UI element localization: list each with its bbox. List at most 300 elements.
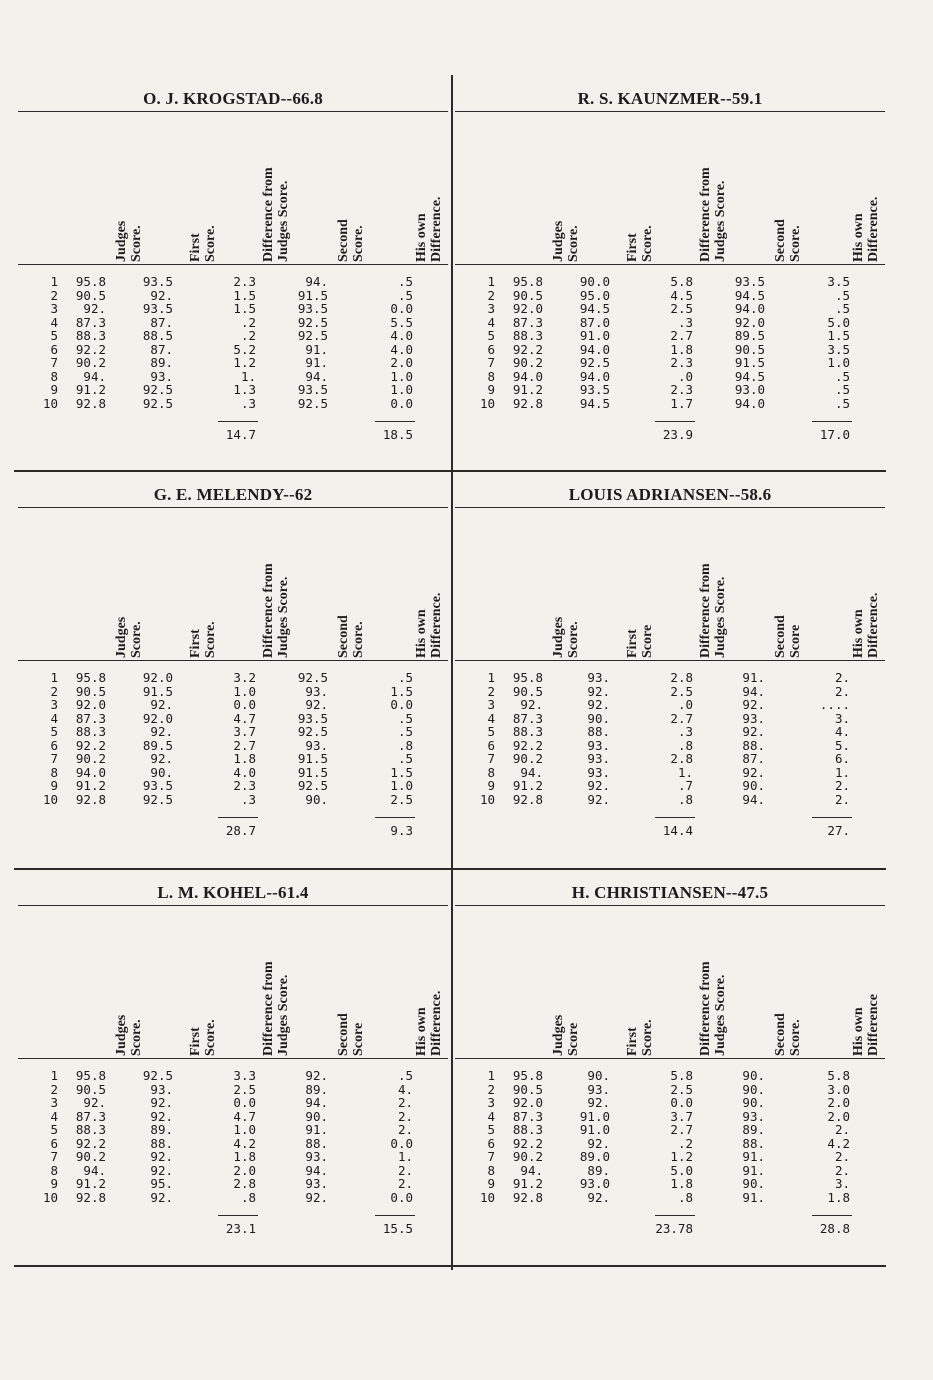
column-header: Difference from Judges Score. bbox=[698, 167, 728, 262]
row-index: 2 bbox=[50, 683, 58, 699]
score-cell: .5 bbox=[397, 287, 413, 303]
total-own-difference: 28.8 bbox=[819, 1221, 850, 1236]
score-cell: 92.8 bbox=[512, 1189, 543, 1205]
score-cell: 88. bbox=[150, 1135, 173, 1151]
score-cell: 3.7 bbox=[233, 724, 256, 739]
score-cell: 92.2 bbox=[75, 1135, 106, 1151]
score-cell: 2. bbox=[834, 778, 850, 793]
score-cell: 91.2 bbox=[512, 1176, 543, 1191]
score-cell: 2.8 bbox=[670, 751, 693, 766]
score-cell: 2. bbox=[397, 1122, 413, 1137]
row-index: 5 bbox=[50, 1122, 58, 1137]
row-index: 2 bbox=[487, 1081, 495, 1097]
score-cell: 5.2 bbox=[233, 341, 256, 357]
score-cell: 93.5 bbox=[579, 382, 610, 397]
score-cell: 93. bbox=[305, 683, 328, 699]
row-index: 10 bbox=[479, 1189, 495, 1205]
score-cell: 93. bbox=[305, 1176, 328, 1191]
score-cell: 92. bbox=[150, 1108, 173, 1124]
score-cell: 91.5 bbox=[142, 683, 173, 699]
score-panel bbox=[18, 869, 448, 1264]
panel-title: R. S. KAUNZMER--59.1 bbox=[577, 89, 763, 108]
row-index: 7 bbox=[487, 1149, 495, 1164]
score-cell: 2.0 bbox=[827, 1095, 850, 1110]
row-index: 9 bbox=[487, 1176, 495, 1191]
row-index: 6 bbox=[487, 341, 495, 357]
row-divider-3 bbox=[14, 1265, 886, 1267]
score-cell: 89. bbox=[305, 1081, 328, 1097]
score-cell: 89. bbox=[150, 355, 173, 370]
panel-title: H. CHRISTIANSEN--47.5 bbox=[571, 883, 769, 902]
row-index: 5 bbox=[487, 724, 495, 739]
score-cell: 2.7 bbox=[670, 1122, 693, 1137]
column-header: Difference from Judges Score. bbox=[698, 961, 728, 1056]
score-cell: 95.8 bbox=[75, 670, 106, 685]
row-index: 5 bbox=[487, 1122, 495, 1137]
score-cell: 93.0 bbox=[734, 382, 765, 397]
score-cell: 92. bbox=[587, 683, 610, 699]
row-index: 8 bbox=[50, 1162, 58, 1178]
score-cell: 2.5 bbox=[233, 1081, 256, 1097]
score-cell: 4.0 bbox=[390, 328, 413, 343]
row-index: 8 bbox=[487, 1162, 495, 1178]
title-rule bbox=[455, 507, 885, 508]
score-cell: .5 bbox=[834, 368, 850, 384]
score-cell: 92.0 bbox=[142, 710, 173, 726]
score-cell: 92. bbox=[587, 1189, 610, 1205]
score-cell: 2. bbox=[834, 1122, 850, 1137]
score-cell: 0.0 bbox=[390, 395, 413, 411]
column-header: His own Difference. bbox=[414, 990, 444, 1056]
score-cell: 88.3 bbox=[75, 1122, 106, 1137]
score-cell: 92. bbox=[83, 1095, 106, 1110]
score-cell: 92.5 bbox=[297, 778, 328, 793]
score-cell: 93. bbox=[305, 1149, 328, 1164]
score-cell: 92.5 bbox=[142, 1068, 173, 1083]
score-cell: 90.5 bbox=[734, 341, 765, 357]
score-cell: 3. bbox=[834, 1176, 850, 1191]
row-index: 4 bbox=[487, 710, 495, 726]
score-cell: 5.5 bbox=[390, 314, 413, 330]
score-cell: .5 bbox=[397, 274, 413, 289]
total-difference: 14.4 bbox=[662, 823, 693, 838]
score-cell: .2 bbox=[677, 1135, 693, 1151]
score-cell: 92. bbox=[150, 1162, 173, 1178]
total-difference: 23.1 bbox=[225, 1221, 256, 1236]
score-cell: 90.5 bbox=[512, 287, 543, 303]
score-cell: 0.0 bbox=[390, 697, 413, 712]
row-index: 8 bbox=[50, 764, 58, 780]
score-cell: 94. bbox=[305, 274, 328, 289]
score-cell: 5.0 bbox=[827, 314, 850, 330]
sum-rule bbox=[655, 421, 695, 422]
sum-rule bbox=[218, 421, 258, 422]
score-cell: .8 bbox=[240, 1189, 256, 1205]
score-cell: 2.5 bbox=[670, 683, 693, 699]
score-cell: 91.5 bbox=[734, 355, 765, 370]
score-cell: 1.8 bbox=[670, 341, 693, 357]
score-cell: 1.7 bbox=[670, 395, 693, 411]
column-header: First Score. bbox=[625, 1019, 655, 1056]
score-cell: 91.2 bbox=[75, 382, 106, 397]
total-difference: 28.7 bbox=[225, 823, 256, 838]
score-cell: 92. bbox=[520, 697, 543, 712]
score-cell: 2.8 bbox=[233, 1176, 256, 1191]
sum-rule bbox=[655, 817, 695, 818]
column-header: Judges Score. bbox=[551, 616, 581, 658]
score-cell: 91.2 bbox=[512, 778, 543, 793]
score-cell: 0.0 bbox=[390, 301, 413, 316]
score-cell: 92.0 bbox=[142, 670, 173, 685]
score-cell: 94.0 bbox=[579, 368, 610, 384]
score-cell: 2.3 bbox=[670, 382, 693, 397]
row-index: 1 bbox=[50, 274, 58, 289]
score-cell: 94. bbox=[305, 1095, 328, 1110]
score-cell: 92.5 bbox=[297, 328, 328, 343]
column-header: Second Score bbox=[336, 1013, 366, 1056]
score-cell: 91.2 bbox=[75, 778, 106, 793]
score-cell: 1.8 bbox=[670, 1176, 693, 1191]
score-cell: 90.5 bbox=[75, 287, 106, 303]
header-rule bbox=[18, 264, 448, 265]
column-header: Second Score. bbox=[336, 219, 366, 262]
score-cell: 1.0 bbox=[390, 778, 413, 793]
score-cell: 0.0 bbox=[670, 1095, 693, 1110]
row-index: 1 bbox=[50, 1068, 58, 1083]
score-cell: 87. bbox=[150, 314, 173, 330]
score-cell: 87.3 bbox=[75, 1108, 106, 1124]
score-cell: 3.2 bbox=[233, 670, 256, 685]
score-cell: 94.5 bbox=[579, 301, 610, 316]
column-header: His own Difference. bbox=[851, 592, 881, 658]
row-index: 2 bbox=[50, 1081, 58, 1097]
score-cell: 93. bbox=[150, 1081, 173, 1097]
score-cell: 92. bbox=[587, 1135, 610, 1151]
score-cell: 88.3 bbox=[512, 1122, 543, 1137]
score-cell: 88. bbox=[742, 1135, 765, 1151]
score-cell: 2.5 bbox=[670, 1081, 693, 1097]
score-cell: 90.2 bbox=[75, 1149, 106, 1164]
score-cell: 3.7 bbox=[670, 1108, 693, 1124]
score-cell: 91. bbox=[305, 341, 328, 357]
header-rule bbox=[455, 1058, 885, 1059]
score-cell: 92. bbox=[587, 697, 610, 712]
score-cell: .3 bbox=[677, 314, 693, 330]
score-cell: 92. bbox=[150, 1149, 173, 1164]
score-cell: 0.0 bbox=[233, 1095, 256, 1110]
header-rule bbox=[18, 660, 448, 661]
sum-rule bbox=[812, 1215, 852, 1216]
score-cell: 91. bbox=[742, 670, 765, 685]
total-own-difference: 18.5 bbox=[382, 427, 413, 442]
score-cell: 92.0 bbox=[512, 301, 543, 316]
score-cell: 1.2 bbox=[670, 1149, 693, 1164]
column-header: Judges Score bbox=[551, 1014, 581, 1056]
column-header: Difference from Judges Score. bbox=[698, 563, 728, 658]
score-cell: 93.0 bbox=[579, 1176, 610, 1191]
score-cell: .... bbox=[819, 697, 850, 712]
row-index: 9 bbox=[487, 778, 495, 793]
score-cell: 94. bbox=[83, 368, 106, 384]
score-cell: .2 bbox=[240, 314, 256, 330]
score-cell: 92. bbox=[587, 778, 610, 793]
score-cell: 2.3 bbox=[233, 274, 256, 289]
score-cell: 94.5 bbox=[579, 395, 610, 411]
header-rule bbox=[18, 1058, 448, 1059]
score-cell: 4.7 bbox=[233, 710, 256, 726]
score-cell: 88.3 bbox=[75, 328, 106, 343]
score-cell: .8 bbox=[677, 737, 693, 753]
row-index: 3 bbox=[50, 301, 58, 316]
score-cell: 1. bbox=[834, 764, 850, 780]
score-cell: 92. bbox=[83, 301, 106, 316]
row-index: 10 bbox=[479, 395, 495, 411]
score-cell: .5 bbox=[834, 382, 850, 397]
score-cell: 1.0 bbox=[233, 1122, 256, 1137]
header-rule bbox=[455, 660, 885, 661]
score-cell: 5.0 bbox=[670, 1162, 693, 1178]
score-cell: 93. bbox=[587, 751, 610, 766]
row-index: 8 bbox=[487, 368, 495, 384]
score-cell: 91.5 bbox=[297, 764, 328, 780]
row-index: 6 bbox=[50, 737, 58, 753]
score-cell: 91. bbox=[742, 1162, 765, 1178]
score-cell: 94.0 bbox=[734, 301, 765, 316]
column-header: Difference from Judges Score. bbox=[261, 961, 291, 1056]
row-index: 6 bbox=[487, 737, 495, 753]
score-cell: 2.5 bbox=[390, 791, 413, 807]
score-cell: 93. bbox=[587, 1081, 610, 1097]
row-index: 10 bbox=[479, 791, 495, 807]
row-index: 1 bbox=[487, 1068, 495, 1083]
score-cell: 92. bbox=[742, 764, 765, 780]
score-cell: 92. bbox=[150, 1189, 173, 1205]
score-cell: 92.2 bbox=[75, 737, 106, 753]
score-cell: 92. bbox=[150, 1095, 173, 1110]
score-cell: 91. bbox=[305, 1122, 328, 1137]
score-cell: .2 bbox=[240, 328, 256, 343]
score-cell: 87. bbox=[150, 341, 173, 357]
score-cell: 4.0 bbox=[233, 764, 256, 780]
row-index: 7 bbox=[487, 355, 495, 370]
total-difference: 23.78 bbox=[655, 1221, 693, 1236]
score-cell: .5 bbox=[397, 751, 413, 766]
score-cell: 93. bbox=[587, 764, 610, 780]
score-cell: 92.5 bbox=[142, 791, 173, 807]
score-cell: 5.8 bbox=[827, 1068, 850, 1083]
column-header: Judges Score. bbox=[114, 616, 144, 658]
score-cell: 6. bbox=[834, 751, 850, 766]
score-cell: 5. bbox=[834, 737, 850, 753]
score-cell: .5 bbox=[397, 670, 413, 685]
row-index: 2 bbox=[487, 683, 495, 699]
score-cell: 89. bbox=[587, 1162, 610, 1178]
score-cell: .5 bbox=[834, 287, 850, 303]
score-cell: 90. bbox=[742, 1176, 765, 1191]
score-cell: 89. bbox=[742, 1122, 765, 1137]
score-cell: 95.8 bbox=[512, 274, 543, 289]
row-index: 3 bbox=[487, 1095, 495, 1110]
score-cell: 90.0 bbox=[579, 274, 610, 289]
score-cell: 91.2 bbox=[512, 382, 543, 397]
score-cell: 92. bbox=[305, 1068, 328, 1083]
score-cell: 1.3 bbox=[233, 382, 256, 397]
row-index: 10 bbox=[42, 1189, 58, 1205]
row-index: 3 bbox=[487, 697, 495, 712]
score-cell: 90. bbox=[742, 1081, 765, 1097]
score-cell: 94.0 bbox=[579, 341, 610, 357]
score-cell: 87.3 bbox=[75, 710, 106, 726]
score-cell: 94. bbox=[83, 1162, 106, 1178]
score-cell: 90. bbox=[742, 778, 765, 793]
column-header: His own Difference. bbox=[414, 592, 444, 658]
score-cell: 92.2 bbox=[512, 341, 543, 357]
score-cell: 94. bbox=[520, 1162, 543, 1178]
score-cell: 92. bbox=[150, 697, 173, 712]
panel-title: O. J. KROGSTAD--66.8 bbox=[143, 89, 323, 108]
score-cell: 3.3 bbox=[233, 1068, 256, 1083]
score-cell: 95.0 bbox=[579, 287, 610, 303]
row-index: 8 bbox=[50, 368, 58, 384]
row-index: 3 bbox=[50, 697, 58, 712]
row-index: 6 bbox=[50, 1135, 58, 1151]
row-index: 7 bbox=[487, 751, 495, 766]
score-cell: 2. bbox=[834, 1149, 850, 1164]
total-own-difference: 9.3 bbox=[390, 823, 413, 838]
row-index: 5 bbox=[487, 328, 495, 343]
row-index: 3 bbox=[487, 301, 495, 316]
row-index: 9 bbox=[50, 778, 58, 793]
score-cell: 91.0 bbox=[579, 1108, 610, 1124]
score-cell: 0.0 bbox=[390, 1189, 413, 1205]
score-cell: 92.0 bbox=[734, 314, 765, 330]
row-index: 3 bbox=[50, 1095, 58, 1110]
score-panel bbox=[455, 471, 885, 866]
score-cell: 5.8 bbox=[670, 1068, 693, 1083]
score-cell: 94. bbox=[742, 791, 765, 807]
score-cell: 93. bbox=[742, 710, 765, 726]
sum-rule bbox=[812, 421, 852, 422]
title-rule bbox=[455, 111, 885, 112]
score-cell: 2.3 bbox=[233, 778, 256, 793]
score-cell: 92.0 bbox=[75, 697, 106, 712]
row-index: 5 bbox=[50, 328, 58, 343]
row-index: 9 bbox=[50, 1176, 58, 1191]
score-cell: 88.3 bbox=[75, 724, 106, 739]
column-header: Second Score. bbox=[773, 219, 803, 262]
score-cell: .8 bbox=[677, 1189, 693, 1205]
score-cell: 87.3 bbox=[512, 710, 543, 726]
score-cell: 94.5 bbox=[734, 368, 765, 384]
score-cell: .3 bbox=[240, 791, 256, 807]
score-cell: 92.8 bbox=[75, 1189, 106, 1205]
score-cell: 0.0 bbox=[390, 1135, 413, 1151]
score-cell: 90.2 bbox=[75, 751, 106, 766]
score-cell: 93.5 bbox=[297, 382, 328, 397]
column-header: Judges Score. bbox=[114, 1014, 144, 1056]
score-cell: 2. bbox=[397, 1162, 413, 1178]
score-cell: 92.2 bbox=[512, 737, 543, 753]
score-cell: 88.3 bbox=[512, 724, 543, 739]
score-cell: 92.5 bbox=[142, 395, 173, 411]
total-own-difference: 27. bbox=[827, 823, 850, 838]
score-cell: 90.2 bbox=[512, 355, 543, 370]
score-cell: 95.8 bbox=[75, 1068, 106, 1083]
title-rule bbox=[455, 905, 885, 906]
score-cell: 2.3 bbox=[670, 355, 693, 370]
score-cell: 92.5 bbox=[297, 724, 328, 739]
row-index: 4 bbox=[50, 314, 58, 330]
score-cell: 92. bbox=[587, 1095, 610, 1110]
score-cell: 89.5 bbox=[734, 328, 765, 343]
column-header: Difference from Judges Score. bbox=[261, 563, 291, 658]
column-header: First Score. bbox=[188, 1019, 218, 1056]
score-cell: 92.8 bbox=[75, 791, 106, 807]
score-cell: 4.7 bbox=[233, 1108, 256, 1124]
score-cell: 94. bbox=[305, 368, 328, 384]
score-cell: 92. bbox=[305, 697, 328, 712]
score-cell: 92. bbox=[742, 697, 765, 712]
score-cell: 90.5 bbox=[512, 1081, 543, 1097]
score-cell: 94. bbox=[742, 683, 765, 699]
sum-rule bbox=[375, 1215, 415, 1216]
score-cell: 4.2 bbox=[827, 1135, 850, 1151]
score-cell: 90.5 bbox=[512, 683, 543, 699]
column-header: Judges Score. bbox=[114, 220, 144, 262]
score-cell: 89.0 bbox=[579, 1149, 610, 1164]
score-cell: 93. bbox=[742, 1108, 765, 1124]
score-cell: 1.5 bbox=[233, 301, 256, 316]
score-cell: 93.5 bbox=[297, 710, 328, 726]
score-cell: 95.8 bbox=[512, 670, 543, 685]
score-panel bbox=[18, 471, 448, 866]
center-divider bbox=[451, 75, 453, 1270]
score-cell: 2.7 bbox=[670, 710, 693, 726]
score-cell: 92.2 bbox=[75, 341, 106, 357]
score-cell: 90.2 bbox=[75, 355, 106, 370]
score-cell: 1.0 bbox=[390, 368, 413, 384]
score-cell: 92.0 bbox=[512, 1095, 543, 1110]
title-rule bbox=[18, 111, 448, 112]
score-cell: 93.5 bbox=[142, 301, 173, 316]
score-cell: 90. bbox=[587, 710, 610, 726]
row-index: 6 bbox=[487, 1135, 495, 1151]
score-cell: 91. bbox=[742, 1149, 765, 1164]
score-cell: 1.8 bbox=[233, 1149, 256, 1164]
score-cell: 90. bbox=[742, 1068, 765, 1083]
score-cell: 93.5 bbox=[142, 274, 173, 289]
score-cell: 92. bbox=[305, 1189, 328, 1205]
row-index: 2 bbox=[50, 287, 58, 303]
score-cell: 4. bbox=[397, 1081, 413, 1097]
score-cell: 88. bbox=[587, 724, 610, 739]
row-index: 8 bbox=[487, 764, 495, 780]
score-panel bbox=[455, 75, 885, 470]
score-cell: .3 bbox=[677, 724, 693, 739]
score-cell: 91. bbox=[742, 1189, 765, 1205]
score-cell: 91.2 bbox=[75, 1176, 106, 1191]
score-cell: 92.2 bbox=[512, 1135, 543, 1151]
score-cell: .5 bbox=[834, 395, 850, 411]
score-cell: 92. bbox=[150, 724, 173, 739]
score-cell: 5.8 bbox=[670, 274, 693, 289]
score-cell: 87.0 bbox=[579, 314, 610, 330]
panel-title: G. E. MELENDY--62 bbox=[153, 485, 313, 504]
score-cell: .5 bbox=[834, 301, 850, 316]
score-cell: 2. bbox=[834, 683, 850, 699]
score-cell: 1.2 bbox=[233, 355, 256, 370]
score-cell: 93. bbox=[150, 368, 173, 384]
